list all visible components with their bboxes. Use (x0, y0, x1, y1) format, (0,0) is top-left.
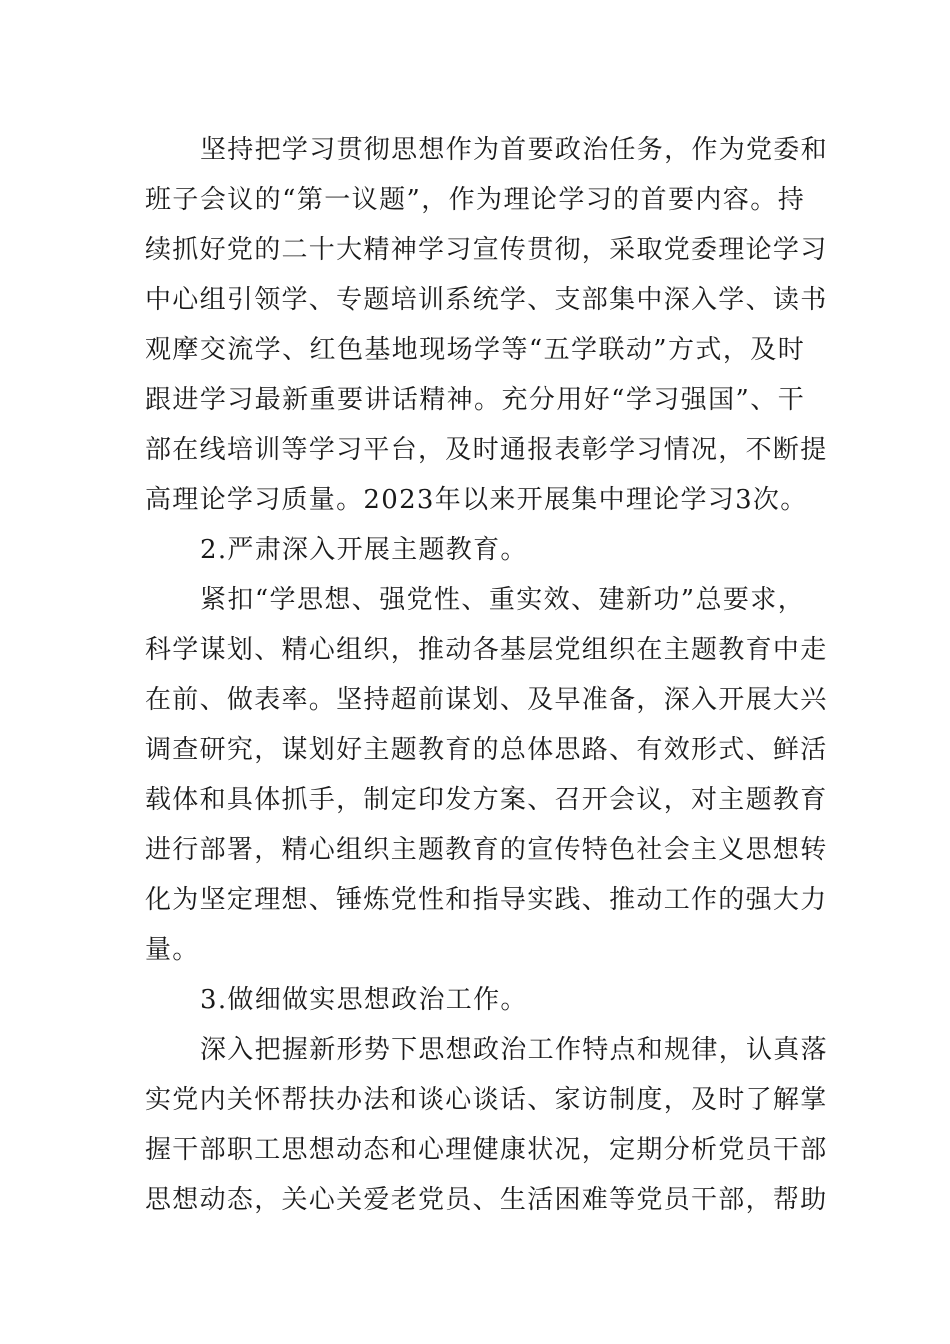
text-line: 跟进学习最新重要讲话精神。充分用好“学习强国”、干 (145, 385, 805, 415)
text-line: 深入把握新形势下思想政治工作特点和规律，认真落 (200, 1035, 828, 1065)
document-page (145, 125, 828, 1225)
text-line: 量。 (145, 935, 200, 965)
text-line: 部在线培训等学习平台，及时通报表彰学习情况，不断提 (145, 435, 828, 465)
text-line: 科学谋划、精心组织，推动各基层党组织在主题教育中走 (145, 635, 828, 665)
heading-text: 2.严肃深入开展主题教育。 (200, 535, 528, 565)
text-line: 进行部署，精心组织主题教育的宣传特色社会主义思想转 (145, 835, 828, 865)
text-line: 载体和具体抓手，制定印发方案、召开会议，对主题教育 (145, 785, 828, 815)
heading-text: 3.做细做实思想政治工作。 (200, 985, 528, 1015)
section-heading-ideological-work (145, 975, 805, 1025)
text-line: 化为坚定理想、锤炼党性和指导实践、推动工作的强大力 (145, 885, 828, 915)
text-line: 握干部职工思想动态和心理健康状况，定期分析党员干部 (145, 1135, 828, 1165)
text-line: 调查研究，谋划好主题教育的总体思路、有效形式、鲜活 (145, 735, 828, 765)
text-line: 续抓好党的二十大精神学习宣传贯彻，采取党委理论学习 (145, 235, 828, 265)
text-line: 在前、做表率。坚持超前谋划、及早准备，深入开展大兴 (145, 685, 828, 715)
text-line: 高理论学习质量。2023年以来开展集中理论学习3次。 (145, 485, 808, 515)
text-line: 紧扣“学思想、强党性、重实效、建新功”总要求， (200, 585, 805, 615)
body-paragraph-study (145, 125, 828, 525)
text-line: 思想动态，关心关爱老党员、生活困难等党员干部，帮助 (145, 1185, 828, 1215)
text-line: 实党内关怀帮扶办法和谈心谈话、家访制度，及时了解掌 (145, 1085, 828, 1115)
text-line: 班子会议的“第一议题”，作为理论学习的首要内容。持 (145, 185, 805, 215)
text-line: 中心组引领学、专题培训系统学、支部集中深入学、读书 (145, 285, 828, 315)
section-heading-theme-education (145, 525, 805, 575)
body-paragraph-ideological-work (145, 1025, 828, 1225)
body-paragraph-theme-education (145, 575, 828, 975)
text-line: 观摩交流学、红色基地现场学等“五学联动”方式，及时 (145, 335, 805, 365)
text-line: 坚持把学习贯彻思想作为首要政治任务，作为党委和 (200, 135, 828, 165)
